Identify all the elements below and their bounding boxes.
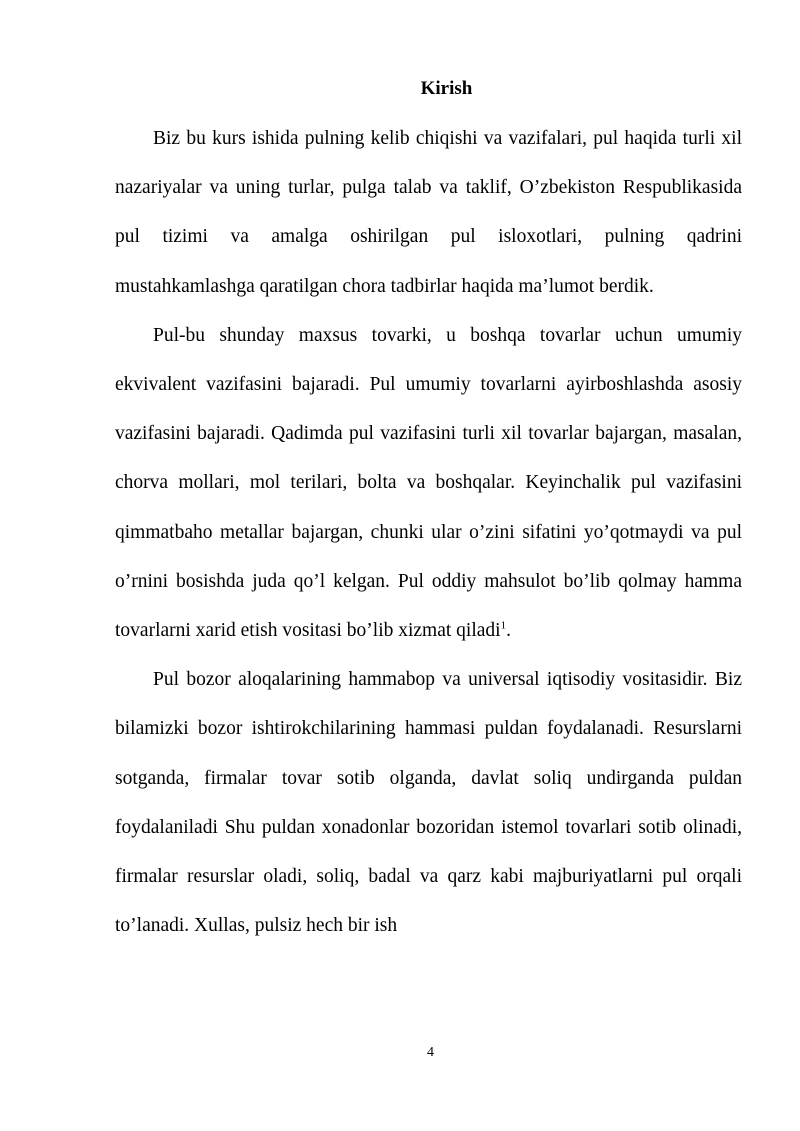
paragraph-3 bbox=[115, 655, 742, 950]
page-number: 4 bbox=[427, 1045, 434, 1060]
paragraph-2-trailing: . bbox=[506, 620, 511, 642]
paragraph-2-text: Pul-bu shunday maxsus tovarki, u boshqa tovarlar uchun umumiy ekvivalent vazifasini bajaradi. Pul umumiy tovarlarni ayirboshlashda asosiy vazifasini bajaradi. Qadimda pul vazifasini turli xil tovarlar bajargan, masalan, chorva mollari, mol terilari, bolta va boshqalar. Keyinchalik pul vazifasini qimmatbaho metallar bajargan, chunki ular o’zini sifatini yo’qotmaydi va pul o’rnini bosishda juda qo’l kelgan. Pul oddiy mahsulot bo’lib qolmay hamma tovarlarni xarid etish vositasi bo’lib xizmat qiladi bbox=[115, 324, 742, 642]
body-text bbox=[115, 114, 742, 950]
footnote-reference[interactable]: 1 bbox=[500, 619, 507, 632]
paragraph-2 bbox=[115, 311, 742, 655]
section-title: Kirish bbox=[420, 78, 473, 99]
paragraph-3-text: Pul bozor aloqalarining hammabop va universal iqtisodiy vositasidir. Biz bilamizki bozor ishtirokchilarining hammasi puldan foydalanadi. Resurslarni sotganda, firmalar tovar sotib olganda, davlat soliq undirganda puldan foydalaniladi Shu puldan xonadonlar bozoridan istemol tovarlari sotib olinadi, firmalar resurslar oladi, soliq, badal va qarz kabi majburiyatlarni pul orqali to’lanadi. Xullas, pulsiz hech bir ish bbox=[115, 669, 742, 937]
paragraph-1 bbox=[115, 114, 742, 311]
paragraph-1-text: Biz bu kurs ishida pulning kelib chiqishi va vazifalari, pul haqida turli xil nazariyalar va uning turlar, pulga talab va taklif, O’zbekiston Respublikasida pul tizimi va amalga oshirilgan pul isloxotlari, pulning qadrini mustahkamlashga qaratilgan chora tadbirlar haqida ma’lumot berdik. bbox=[115, 128, 742, 297]
